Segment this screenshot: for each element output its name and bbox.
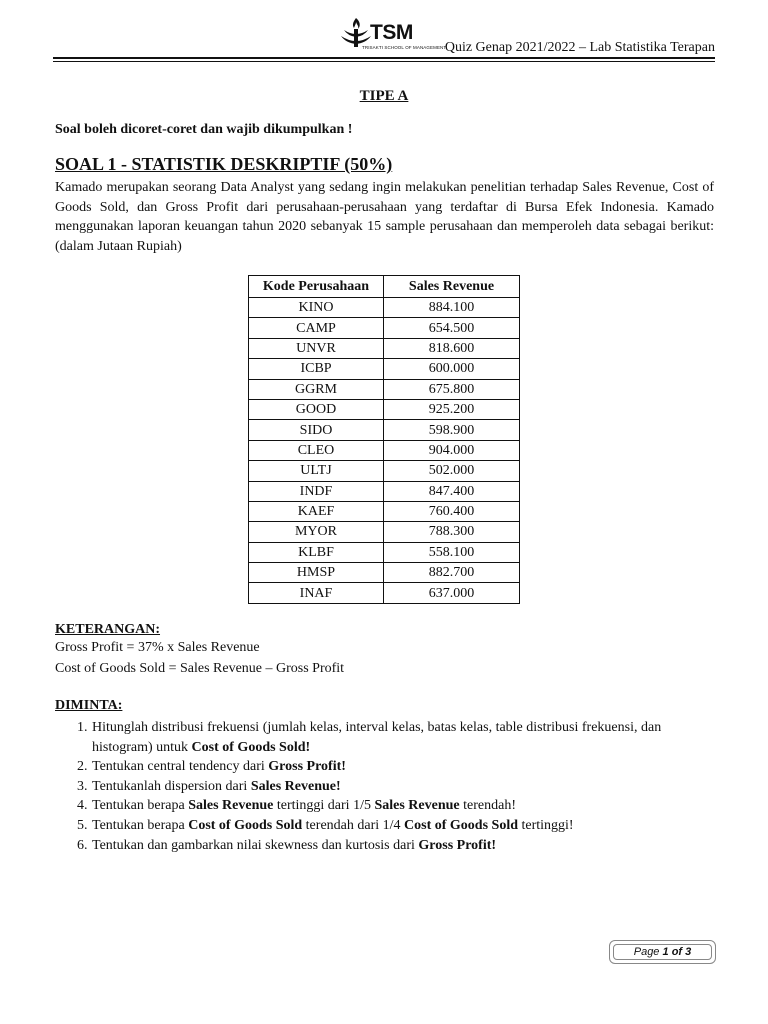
company-code: INDF: [249, 481, 384, 501]
sales-revenue-value: 818.600: [384, 338, 520, 358]
cogs-formula: Cost of Goods Sold = Sales Revenue – Gross Profit: [55, 661, 345, 676]
sales-revenue-value: 598.900: [384, 420, 520, 440]
current-page: 1: [662, 946, 669, 958]
company-code: GGRM: [249, 379, 384, 399]
company-code: CLEO: [249, 440, 384, 460]
table-row: [249, 501, 520, 521]
company-code: ULTJ: [249, 461, 384, 481]
question-paragraph: Kamado merupakan seorang Data Analyst yang sedang ingin melakukan penelitian terhadap Sales Revenue, Cost of Goods Sold, dan Gross Profit dari perusahaan-perusahaan yang terdaftar di Bursa Efek Indonesia. Kamado menggunakan laporan keuangan tahun 2020 sebanyak 15 sample perusahaan dan memperoleh data sebagai berikut: (dalam Jutaan Rupiah): [55, 180, 714, 254]
company-code: GOOD: [249, 399, 384, 419]
logo-subtext: TRISAKTI SCHOOL OF MANAGEMENT: [362, 45, 447, 50]
company-code: ICBP: [249, 359, 384, 379]
table-row: [249, 359, 520, 379]
table-header-row: [249, 276, 520, 298]
sales-revenue-value: 882.700: [384, 563, 520, 583]
sales-revenue-value: 654.500: [384, 318, 520, 338]
table-row: [249, 481, 520, 501]
table-row: [249, 583, 520, 603]
page-header: [53, 16, 715, 64]
column-header: Sales Revenue: [384, 276, 520, 298]
table-row: [249, 542, 520, 562]
header-rule-thick: [53, 57, 715, 59]
column-header: Kode Perusahaan: [249, 276, 384, 298]
sales-revenue-table: [248, 275, 520, 604]
company-code: HMSP: [249, 563, 384, 583]
sales-revenue-value: 675.800: [384, 379, 520, 399]
sales-revenue-value: 788.300: [384, 522, 520, 542]
table-row: [249, 338, 520, 358]
list-item: 4. Tentukan berapa Sales Revenue tertinggi dari 1/5 Sales Revenue terendah!: [91, 796, 701, 816]
company-code: INAF: [249, 583, 384, 603]
header-title: Quiz Genap 2021/2022 – Lab Statistika Terapan: [444, 40, 715, 55]
table-row: [249, 318, 520, 338]
company-code: MYOR: [249, 522, 384, 542]
table-row: [249, 461, 520, 481]
company-code: KLBF: [249, 542, 384, 562]
sales-revenue-value: 925.200: [384, 399, 520, 419]
list-item: 1. Hitunglah distribusi frekuensi (jumlah kelas, interval kelas, batas kelas, table distribusi frekuensi, dan histogram) untuk Cost of Goods Sold!: [91, 718, 701, 757]
diminta-heading: DIMINTA:: [55, 698, 123, 713]
table-row: [249, 563, 520, 583]
sales-revenue-value: 760.400: [384, 501, 520, 521]
sales-revenue-value: 847.400: [384, 481, 520, 501]
list-item: 6. Tentukan dan gambarkan nilai skewness dan kurtosis dari Gross Profit!: [91, 836, 701, 856]
company-code: CAMP: [249, 318, 384, 338]
sales-revenue-value: 884.100: [384, 298, 520, 318]
sales-revenue-value: 558.100: [384, 542, 520, 562]
question-title: SOAL 1 - STATISTIK DESKRIPTIF (50%): [55, 154, 393, 174]
list-item: 3. Tentukanlah dispersion dari Sales Revenue!: [91, 777, 701, 797]
task-list: [55, 718, 701, 855]
table-row: [249, 522, 520, 542]
table-row: [249, 440, 520, 460]
sales-revenue-value: 904.000: [384, 440, 520, 460]
table-row: [249, 298, 520, 318]
logo-text: TSM: [370, 21, 413, 44]
sales-revenue-value: 637.000: [384, 583, 520, 603]
list-item: 5. Tentukan berapa Cost of Goods Sold terendah dari 1/4 Cost of Goods Sold tertinggi!: [91, 816, 701, 836]
instruction-note: Soal boleh dicoret-coret dan wajib dikumpulkan !: [55, 122, 353, 137]
sales-revenue-value: 502.000: [384, 461, 520, 481]
total-pages: 3: [685, 946, 692, 958]
tsm-logo: [340, 16, 447, 58]
gross-profit-formula: Gross Profit = 37% x Sales Revenue: [55, 640, 260, 655]
company-code: UNVR: [249, 338, 384, 358]
table-row: [249, 379, 520, 399]
table-row: [249, 420, 520, 440]
header-rule-thin: [53, 61, 715, 62]
exam-type: TIPE A: [359, 88, 409, 104]
company-code: KINO: [249, 298, 384, 318]
company-code: SIDO: [249, 420, 384, 440]
page-indicator: Page 1 of 3: [609, 940, 716, 964]
list-item: 2. Tentukan central tendency dari Gross Profit!: [91, 757, 701, 777]
keterangan-heading: KETERANGAN:: [55, 622, 161, 637]
company-code: KAEF: [249, 501, 384, 521]
table-row: [249, 399, 520, 419]
sales-revenue-value: 600.000: [384, 359, 520, 379]
